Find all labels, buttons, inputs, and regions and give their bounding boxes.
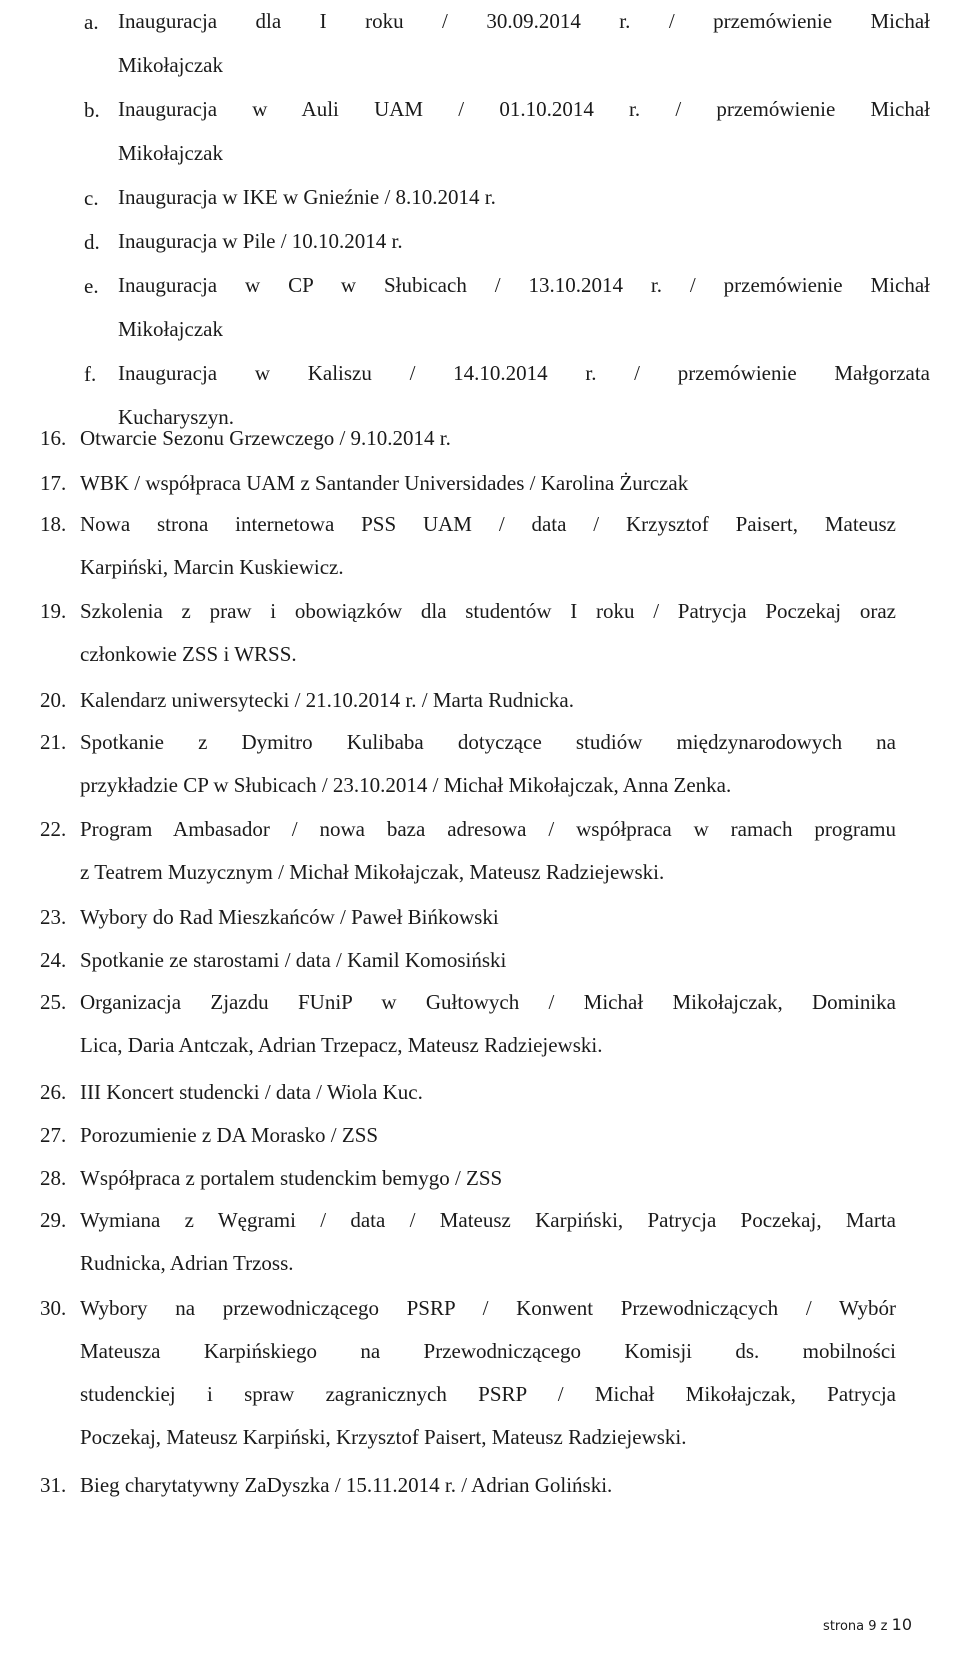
list-item-line: Wymiana z Węgrami / data / Mateusz Karpiński, Patrycja Poczekaj, Marta: [80, 1208, 896, 1232]
list-item-number: 16.: [40, 426, 67, 450]
list-item-number: 30.: [40, 1296, 67, 1320]
list-item-line: studenckiej i spraw zagranicznych PSRP / Michał Mikołajczak, Patrycja: [80, 1382, 896, 1406]
list-item-text: [80, 461, 896, 506]
sub-list-letter: a.: [84, 10, 99, 34]
list-item-number: 23.: [40, 905, 67, 929]
list-item-line: Kalendarz uniwersytecki / 21.10.2014 r. / Marta Rudnicka.: [80, 688, 574, 712]
sub-list-item: [84, 220, 930, 263]
list-item-line: przykładzie CP w Słubicach / 23.10.2014 / Michał Mikołajczak, Anna Zenka.: [80, 773, 732, 797]
list-item-line: WBK / współpraca UAM z Santander Universidades / Karolina Żurczak: [80, 471, 689, 495]
list-item-text: [80, 938, 896, 983]
list-item-line: Program Ambasador / nowa baza adresowa / współpraca w ramach programu: [80, 817, 896, 841]
list-item-line: Poczekaj, Mateusz Karpiński, Krzysztof Paisert, Mateusz Radziejewski.: [80, 1425, 687, 1449]
sub-list-item: [84, 88, 930, 176]
sub-list-text: Inauguracja w Kaliszu / 14.10.2014 r. / przemówienie Małgorzata: [118, 361, 930, 385]
list-item-line: Bieg charytatywny ZaDyszka / 15.11.2014 r. / Adrian Goliński.: [80, 1473, 613, 1497]
list-item-text: [80, 808, 896, 894]
sub-list-item: [84, 264, 930, 352]
list-item-text: [80, 981, 896, 1067]
list-item-line: Wybory do Rad Mieszkańców / Paweł Bińkowski: [80, 905, 499, 929]
list-item-number: 24.: [40, 948, 67, 972]
list-item-line: członkowie ZSS i WRSS.: [80, 642, 297, 666]
list-item-text: [80, 1463, 896, 1508]
list-item-line: Wybory na przewodniczącego PSRP / Konwent Przewodniczących / Wybór: [80, 1296, 896, 1320]
list-item-text: [80, 1113, 896, 1158]
list-item-text: [80, 1199, 896, 1285]
list-item-number: 18.: [40, 512, 67, 536]
sub-list-text: Inauguracja w CP w Słubicach / 13.10.2014 r. / przemówienie Michał: [118, 273, 930, 297]
list-item-line: Nowa strona internetowa PSS UAM / data / Krzysztof Paisert, Mateusz: [80, 512, 896, 536]
list-item-line: Otwarcie Sezonu Grzewczego / 9.10.2014 r.: [80, 426, 451, 450]
list-item-line: Lica, Daria Antczak, Adrian Trzepacz, Mateusz Radziejewski.: [80, 1033, 603, 1057]
list-item-text: [80, 1156, 896, 1201]
list-item-text: [80, 678, 896, 723]
sub-list-letter: d.: [84, 230, 100, 254]
list-item-number: 17.: [40, 471, 67, 495]
sub-list-text-continuation: Mikołajczak: [118, 141, 223, 165]
sub-list-letter: e.: [84, 274, 99, 298]
sub-list-text-continuation: Mikołajczak: [118, 317, 223, 341]
list-item-line: Rudnicka, Adrian Trzoss.: [80, 1251, 294, 1275]
list-item-number: 26.: [40, 1080, 67, 1104]
list-item-text: [80, 416, 896, 461]
sub-list-letter: b.: [84, 98, 100, 122]
list-item-number: 29.: [40, 1208, 67, 1232]
list-item-line: Współpraca z portalem studenckim bemygo / ZSS: [80, 1166, 503, 1190]
list-item-text: [80, 721, 896, 807]
sub-list-item: [84, 176, 930, 219]
page-number-prefix: strona 9 z: [823, 1619, 888, 1634]
list-item-number: 21.: [40, 730, 67, 754]
list-item-line: III Koncert studencki / data / Wiola Kuc.: [80, 1080, 423, 1104]
sub-list-text: Inauguracja dla I roku / 30.09.2014 r. / przemówienie Michał: [118, 9, 930, 33]
list-item-number: 27.: [40, 1123, 67, 1147]
list-item-line: Karpiński, Marcin Kuskiewicz.: [80, 555, 344, 579]
sub-list-text: Inauguracja w IKE w Gnieźnie / 8.10.2014 r.: [118, 185, 496, 209]
sub-list-text-continuation: Mikołajczak: [118, 53, 223, 77]
list-item-line: Szkolenia z praw i obowiązków dla studentów I roku / Patrycja Poczekaj oraz: [80, 599, 896, 623]
list-item-text: [80, 503, 896, 589]
page-footer: [823, 1615, 912, 1634]
sub-list-item: [84, 0, 930, 88]
list-item-number: 22.: [40, 817, 67, 841]
list-item-line: z Teatrem Muzycznym / Michał Mikołajczak, Mateusz Radziejewski.: [80, 860, 665, 884]
list-item-number: 20.: [40, 688, 67, 712]
sub-list-text: Inauguracja w Pile / 10.10.2014 r.: [118, 229, 403, 253]
list-item-line: Spotkanie z Dymitro Kulibaba dotyczące studiów międzynarodowych na: [80, 730, 896, 754]
list-item-number: 28.: [40, 1166, 67, 1190]
page-total: 10: [891, 1615, 912, 1634]
list-item-number: 25.: [40, 990, 67, 1014]
sub-list-text: Inauguracja w Auli UAM / 01.10.2014 r. / przemówienie Michał: [118, 97, 930, 121]
list-item-number: 31.: [40, 1473, 67, 1497]
sub-list-letter: c.: [84, 186, 99, 210]
list-item-text: [80, 590, 896, 676]
list-item-line: Organizacja Zjazdu FUniP w Gułtowych / Michał Mikołajczak, Dominika: [80, 990, 896, 1014]
list-item-number: 19.: [40, 599, 67, 623]
list-item-text: [80, 1287, 896, 1459]
list-item-line: Porozumienie z DA Morasko / ZSS: [80, 1123, 379, 1147]
list-item-line: Mateusza Karpińskiego na Przewodniczącego Komisji ds. mobilności: [80, 1339, 896, 1363]
sub-list-text-continuation: Kucharyszyn.: [118, 405, 235, 429]
list-item-text: [80, 895, 896, 940]
list-item-text: [80, 1070, 896, 1115]
list-item-line: Spotkanie ze starostami / data / Kamil Komosiński: [80, 948, 507, 972]
sub-list-letter: f.: [84, 362, 97, 386]
